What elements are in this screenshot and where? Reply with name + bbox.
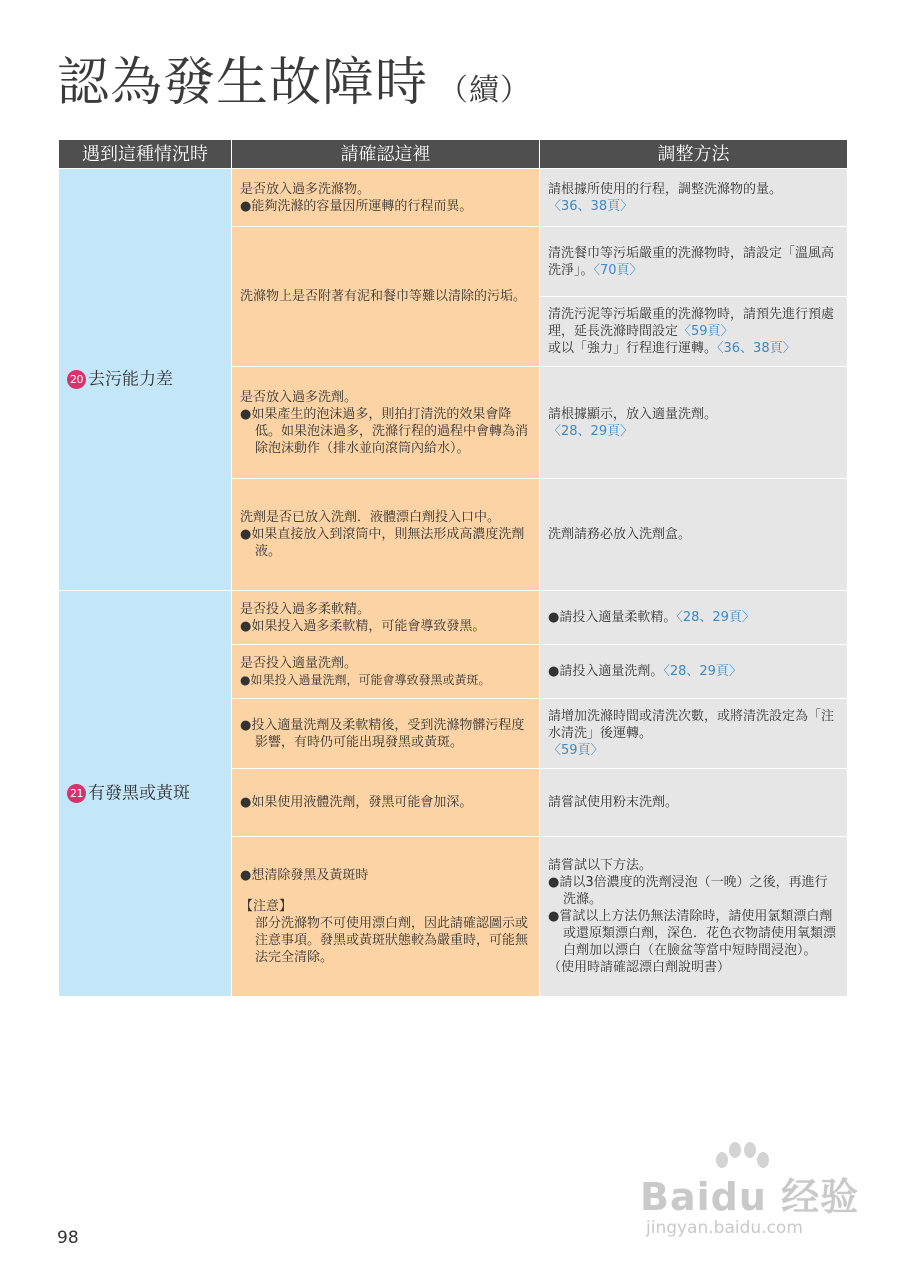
table-row	[59, 591, 848, 645]
page-ref-link[interactable]: 〈28、29頁〉	[548, 423, 634, 439]
check-line: 洗滌物上是否附著有泥和餐巾等難以清除的污垢。	[240, 289, 527, 304]
check-cell	[232, 769, 540, 837]
check-bullet: ●如果產生的泡沫過多，則拍打清洗的效果會降低。如果泡沫過多，洗滌行程的過程中會轉為消除泡沫動作（排水並向滾筒內給水）。	[240, 406, 529, 456]
page-ref-link[interactable]: 〈28、29頁〉	[663, 664, 742, 679]
fix-text: 洗劑請務必放入洗劑盒。	[548, 527, 692, 542]
check-bullet: ●能夠洗滌的容量因所運轉的行程而異。	[240, 198, 473, 214]
situation-label: 去污能力差	[88, 369, 173, 390]
check-cell	[232, 699, 540, 769]
check-bullet: ●如果直接放入到滾筒中，則無法形成高濃度洗劑液。	[240, 527, 525, 559]
page-ref-link[interactable]: 〈36、38頁〉	[717, 341, 796, 356]
number-badge-icon: 20	[67, 370, 86, 389]
check-line: 是否投入適量洗劑。	[240, 655, 358, 671]
page-title	[57, 48, 531, 126]
check-line: 是否放入過多洗劑。	[240, 389, 358, 405]
column-header-fix: 調整方法	[540, 140, 848, 169]
fix-text: 請根據所使用的行程，調整洗滌物的量。	[548, 181, 783, 197]
number-badge-icon: 21	[67, 784, 86, 803]
title-main: 認為發生故障時	[57, 53, 429, 113]
watermark-url: jingyan.baidu.com	[646, 1218, 803, 1238]
note-text: 部分洗滌物不可使用漂白劑，因此請確認圖示或注意事項。發黑或黃斑狀態較為嚴重時，可能無法完全清除。	[255, 916, 529, 965]
fix-cell	[540, 227, 848, 297]
check-line: 洗劑是否已放入洗劑．液體漂白劑投入口中。	[240, 510, 501, 525]
check-bullet: ●想清除發黑及黃斑時	[240, 868, 369, 883]
check-cell	[232, 367, 540, 479]
page-ref-link[interactable]: 〈70頁〉	[593, 262, 643, 278]
check-line: 是否投入過多柔軟精。	[240, 601, 371, 617]
fix-text: 清洗污泥等污垢嚴重的洗滌物時，請預先進行預處理，延長洗滌時間設定	[548, 307, 835, 339]
check-cell	[232, 169, 540, 227]
check-bullet: ●如果使用液體洗劑，發黑可能會加深。	[240, 795, 473, 810]
table-header-row	[59, 140, 848, 169]
table-row	[59, 169, 848, 227]
page-ref-link[interactable]: 〈28、29頁〉	[676, 610, 755, 625]
check-cell	[232, 227, 540, 367]
check-bullet: ●如果投入過多柔軟精，可能會導致發黑。	[240, 618, 486, 634]
watermark-logo: Baidu 经验	[640, 1175, 860, 1219]
fix-cell	[540, 367, 848, 479]
page-ref-link[interactable]: 〈36、38頁〉	[548, 198, 634, 214]
fix-text: 請嘗試使用粉末洗劑。	[548, 795, 679, 810]
fix-text: 清洗餐巾等污垢嚴重的洗滌物時，請設定「溫風高洗淨」。	[548, 245, 835, 278]
fix-cell	[540, 479, 848, 591]
fix-text: ●請投入適量洗劑。	[548, 664, 664, 679]
fix-text: ●請投入適量柔軟精。	[548, 610, 677, 625]
fix-text: 請增加洗滌時間或清洗次數，或將清洗設定為「注水清洗」後運轉。	[548, 709, 835, 741]
fix-bullet: ●請以3倍濃度的洗劑浸泡（一晚）之後，再進行洗滌。	[548, 875, 828, 907]
fix-line: （使用時請確認漂白劑說明書）	[548, 960, 731, 975]
check-line: 是否放入過多洗滌物。	[240, 181, 371, 197]
fix-cell	[540, 769, 848, 837]
watermark	[640, 1140, 860, 1250]
fix-cell	[540, 645, 848, 699]
fix-text: 或以「強力」行程進行運轉。	[548, 341, 718, 356]
title-continued: （續）	[438, 73, 532, 108]
situation-dark-yellow-spots	[59, 591, 232, 997]
page-ref-link[interactable]: 〈59頁〉	[548, 743, 604, 758]
fix-text: 請根據顯示，放入適量洗劑。	[548, 406, 718, 422]
check-bullet: ●投入適量洗劑及柔軟精後，受到洗滌物髒污程度影響，有時仍可能出現發黑或黃斑。	[240, 717, 525, 750]
situation-label: 有發黑或黃斑	[88, 783, 190, 804]
fix-bullet: ●嘗試以上方法仍無法清除時，請使用氯類漂白劑或還原類漂白劑，深色．花色衣物請使用氧類漂白劑加以漂白（在臉盆等當中短時間浸泡）。	[548, 909, 837, 958]
check-bullet: ●如果投入過量洗劑，可能會導致發黑或黃斑。	[240, 672, 491, 687]
fix-cell	[540, 837, 848, 997]
check-cell	[232, 645, 540, 699]
check-cell	[232, 837, 540, 997]
column-header-check: 請確認這裡	[232, 140, 540, 169]
fix-cell	[540, 591, 848, 645]
page-ref-link[interactable]: 〈59頁〉	[678, 324, 734, 339]
troubleshooting-table	[58, 139, 848, 997]
fix-line: 請嘗試以下方法。	[548, 858, 653, 873]
fix-cell	[540, 169, 848, 227]
column-header-situation: 遇到這種情況時	[59, 140, 232, 169]
fix-cell	[540, 699, 848, 769]
check-cell	[232, 479, 540, 591]
fix-cell	[540, 297, 848, 367]
check-cell	[232, 591, 540, 645]
situation-poor-cleaning	[59, 169, 232, 591]
note-title: 【注意】	[240, 899, 293, 914]
page-number: 98	[57, 1228, 79, 1248]
